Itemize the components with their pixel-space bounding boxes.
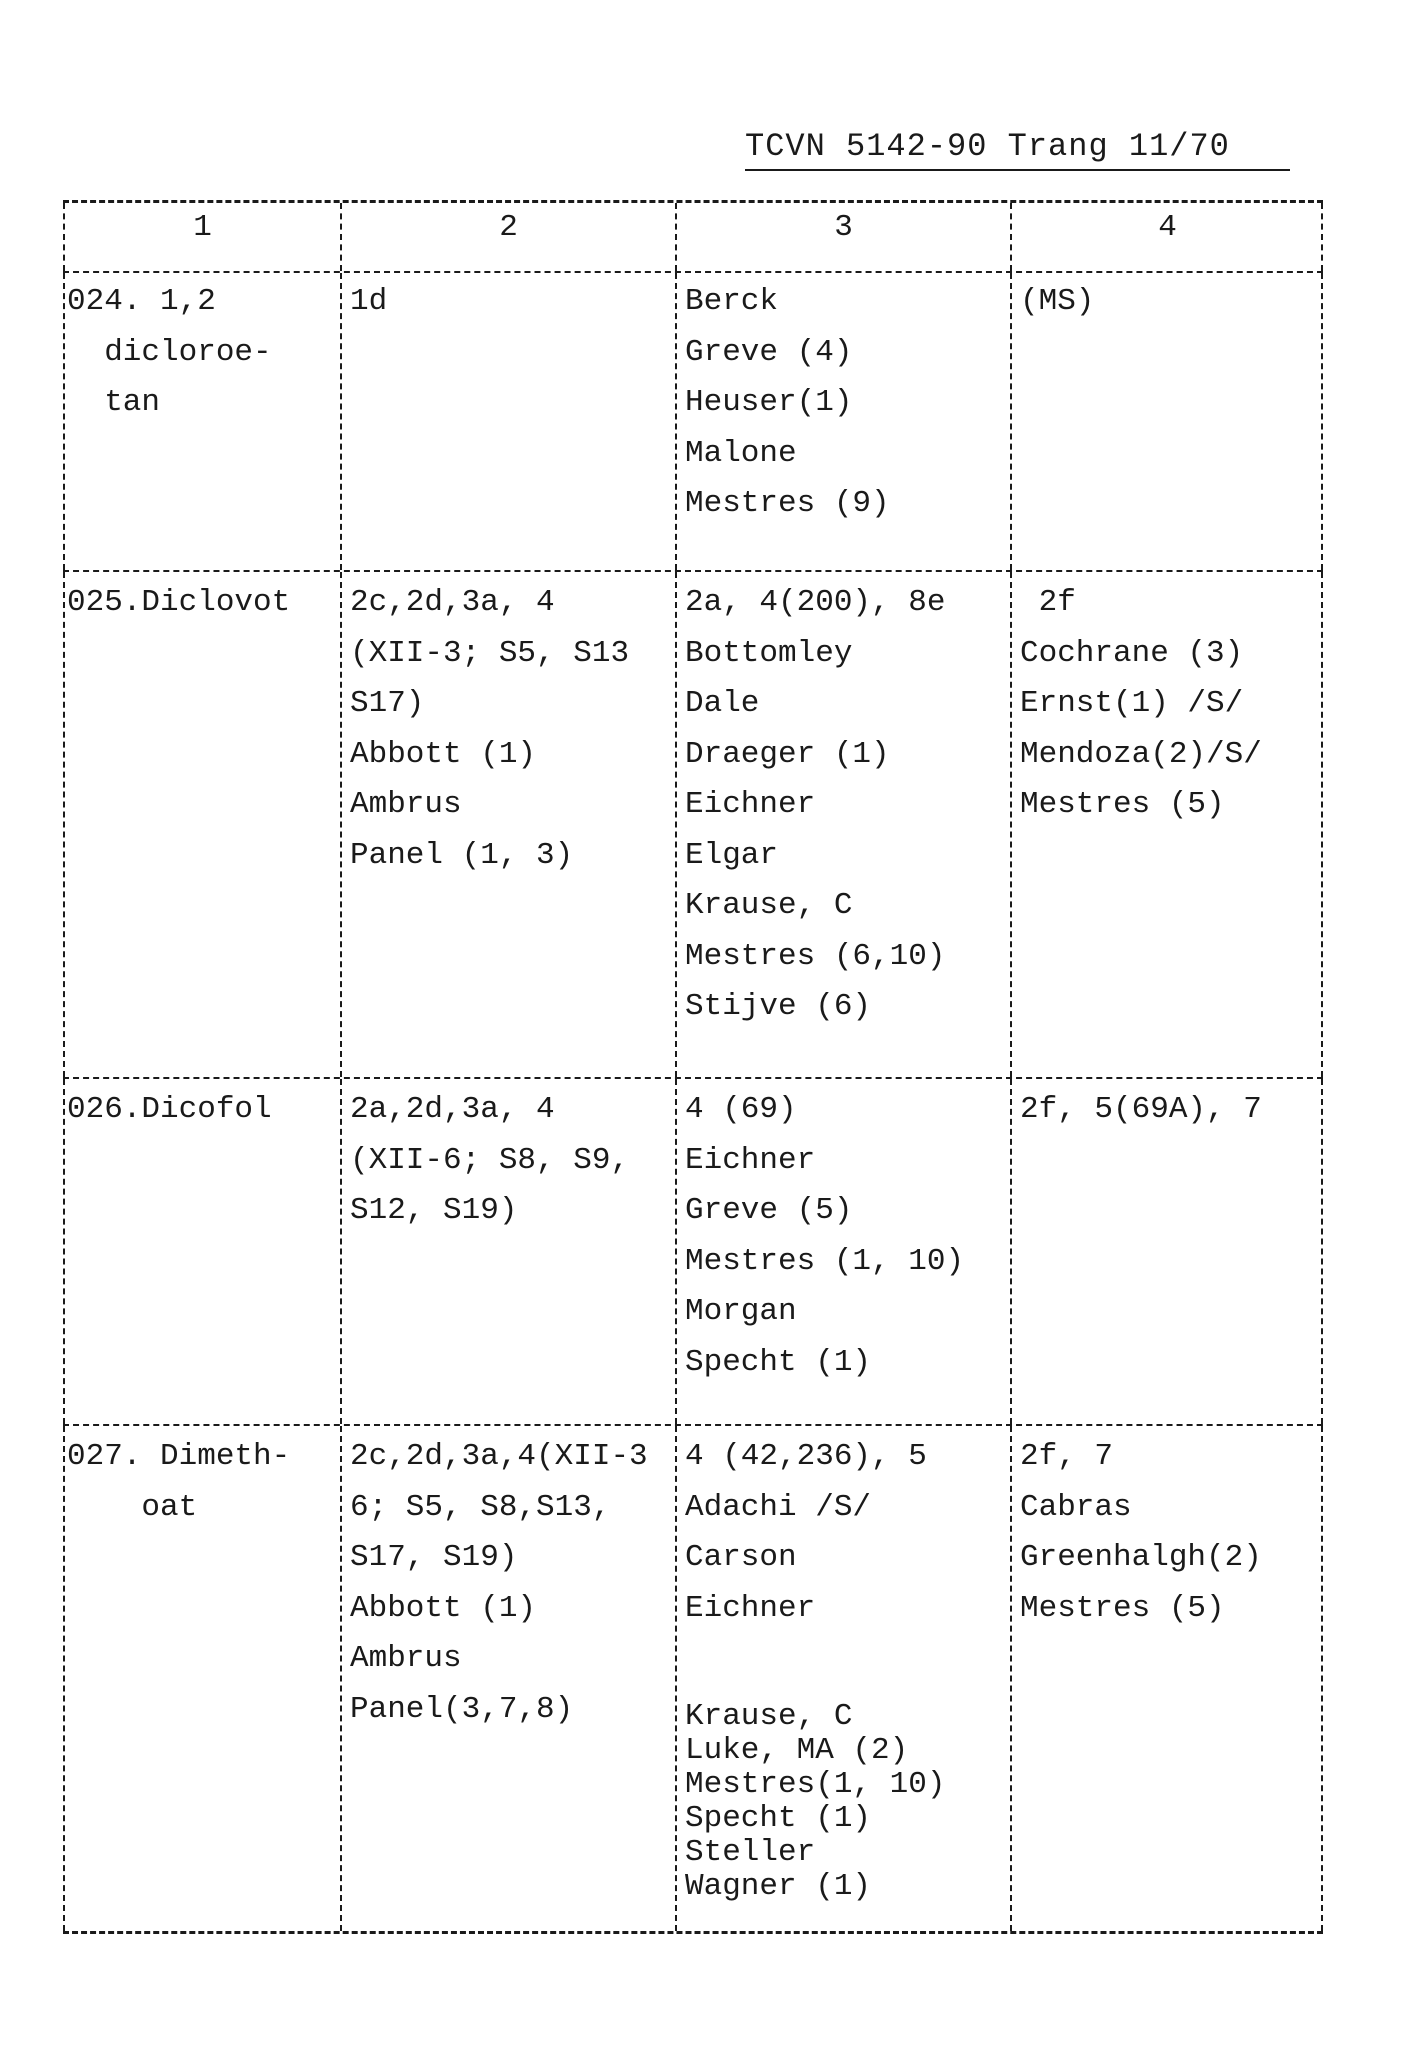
cell-substance: 025.Diclovot	[67, 585, 291, 620]
cell-col3: 2a, 4(200), 8e Bottomley Dale Draeger (1) Eichner Elgar Krause, C Mestres (6,10) Stijve (6)	[685, 585, 946, 1024]
column-divider	[340, 1426, 342, 1931]
cell-col4: 2f, 7 Cabras Greenhalgh(2) Mestres (5)	[1020, 1439, 1262, 1626]
column-header-3: 3	[834, 210, 853, 245]
table-row	[63, 273, 1323, 570]
cell-col4: 2f, 5(69A), 7	[1020, 1092, 1262, 1127]
cell-substance: 024. 1,2 dicloroe- tan	[67, 284, 272, 420]
column-divider	[675, 572, 677, 1077]
table-bottom-border	[63, 1931, 1323, 1934]
table-header-row	[63, 203, 1323, 271]
column-divider	[340, 1079, 342, 1424]
cell-col2: 2a,2d,3a, 4 (XII-6; S8, S9, S12, S19)	[350, 1092, 630, 1228]
cell-col2: 2c,2d,3a, 4 (XII-3; S5, S13 S17) Abbott (1) Ambrus Panel (1, 3)	[350, 585, 630, 873]
data-table	[63, 200, 1323, 1934]
cell-col2: 2c,2d,3a,4(XII-3 6; S5, S8,S13, S17, S19) Abbott (1) Ambrus Panel(3,7,8)	[350, 1439, 648, 1727]
cell-substance: 027. Dimeth- oat	[67, 1439, 291, 1525]
table-row	[63, 1426, 1323, 1931]
table-row	[63, 1079, 1323, 1424]
table-row	[63, 572, 1323, 1077]
cell-col2: 1d	[350, 284, 388, 319]
column-header-2: 2	[499, 210, 518, 245]
column-divider	[1010, 1079, 1012, 1424]
column-divider	[1010, 1426, 1012, 1931]
column-divider	[675, 1079, 677, 1424]
cell-col3: 4 (42,236), 5 Adachi /S/ Carson Eichner	[685, 1439, 927, 1626]
cell-col3: 4 (69) Eichner Greve (5) Mestres (1, 10) Morgan Specht (1)	[685, 1092, 965, 1380]
column-divider	[340, 572, 342, 1077]
cell-substance: 026.Dicofol	[67, 1092, 272, 1127]
column-divider	[1010, 273, 1012, 570]
cell-col3: Berck Greve (4) Heuser(1) Malone Mestres (9)	[685, 284, 890, 521]
column-header-1: 1	[193, 210, 212, 245]
column-divider	[675, 1426, 677, 1931]
column-divider	[1010, 572, 1012, 1077]
column-divider	[675, 273, 677, 570]
cell-col4: 2f Cochrane (3) Ernst(1) /S/ Mendoza(2)/S/ Mestres (5)	[1020, 585, 1262, 822]
cell-col3-compact: Krause, C Luke, MA (2) Mestres(1, 10) Specht (1) Steller Wagner (1)	[685, 1699, 946, 1904]
column-divider	[340, 273, 342, 570]
page-header: TCVN 5142-90 Trang 11/70	[745, 128, 1290, 171]
column-header-4: 4	[1158, 210, 1177, 245]
cell-col4: (MS)	[1020, 284, 1095, 319]
